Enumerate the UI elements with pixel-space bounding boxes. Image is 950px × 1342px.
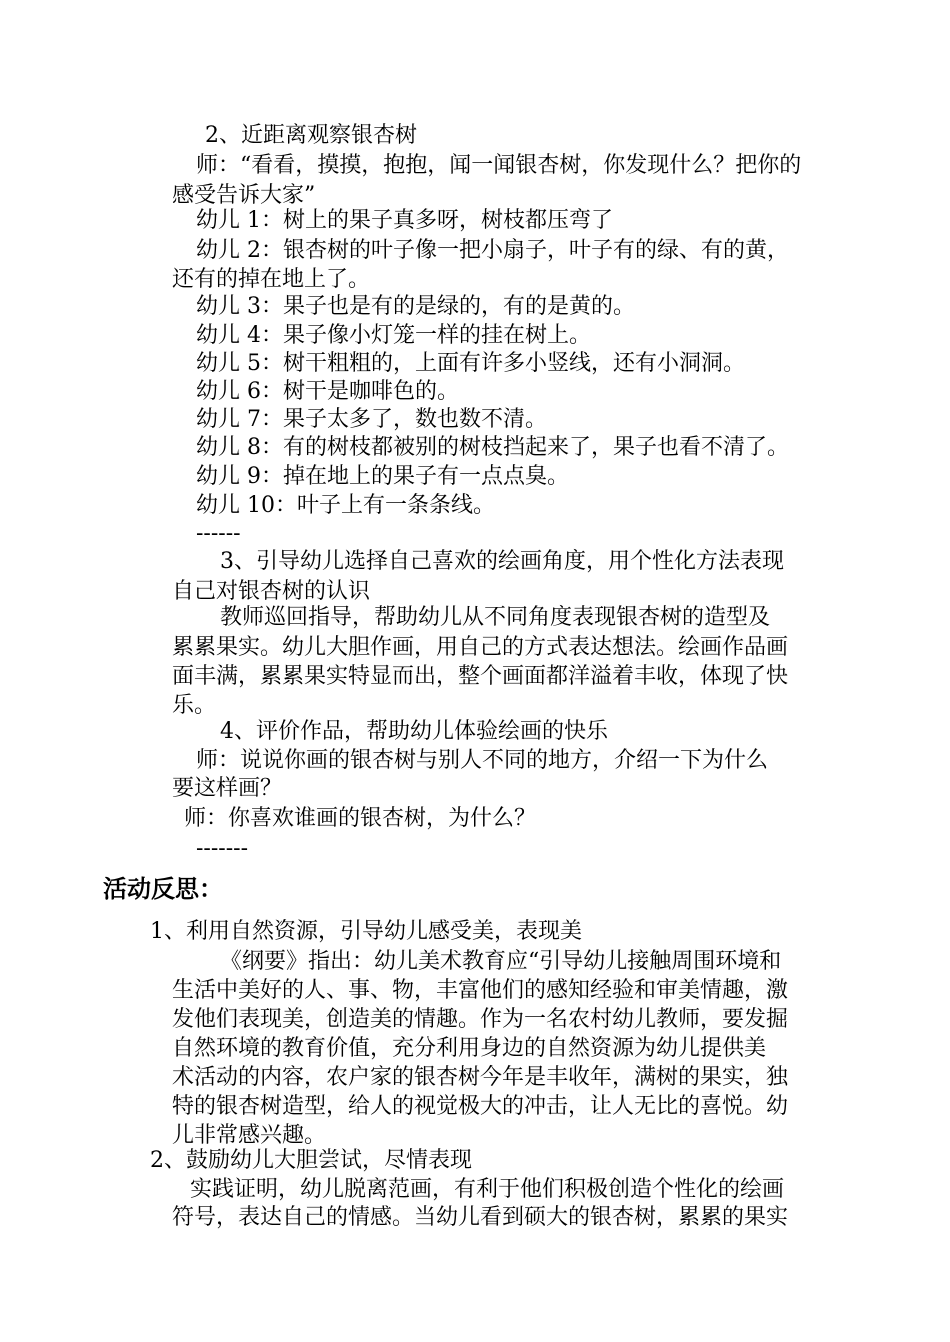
divider-dashes: ------	[196, 521, 241, 546]
teacher-prompt-line: 感受告诉大家”	[172, 183, 316, 208]
body-paragraph-line: 面丰满，累累果实特显而出，整个画面都洋溢着丰收，体现了快	[172, 664, 789, 689]
body-paragraph-line: 实践证明，幼儿脱离范画，有利于他们积极创造个性化的绘画	[190, 1177, 785, 1202]
child-response-line: 还有的掉在地上了。	[172, 267, 371, 292]
child-response-line: 幼儿 10：叶子上有一条条线。	[196, 493, 495, 518]
child-response-line: 幼儿 9：掉在地上的果子有一点点臭。	[196, 464, 569, 489]
child-response-line: 幼儿 1：树上的果子真多呀，树枝都压弯了	[196, 208, 613, 233]
step-2-heading: 2、近距离观察银杏树	[205, 123, 417, 148]
body-paragraph-line: 符号，表达自己的情感。当幼儿看到硕大的银杏树，累累的果实	[172, 1205, 789, 1230]
reflection-point-1-heading: 1、利用自然资源，引导幼儿感受美，表现美	[150, 919, 582, 944]
body-paragraph-line: 教师巡回指导，帮助幼儿从不同角度表现银杏树的造型及	[220, 605, 771, 630]
child-response-line: 幼儿 5：树干粗粗的，上面有许多小竖线，还有小洞洞。	[196, 351, 745, 376]
body-paragraph-line: 特的银杏树造型，给人的视觉极大的冲击，让人无比的喜悦。幼	[172, 1094, 789, 1119]
teacher-prompt-line: 师：“看看，摸摸，抱抱，闻一闻银杏树，你发现什么？把你的	[196, 153, 802, 178]
child-response-line: 幼儿 8：有的树枝都被别的树枝挡起来了，果子也看不清了。	[196, 435, 789, 460]
child-response-line: 幼儿 7：果子太多了，数也数不清。	[196, 407, 547, 432]
step-3-heading: 自己对银杏树的认识	[172, 579, 371, 604]
step-4-heading: 4、评价作品，帮助幼儿体验绘画的快乐	[220, 719, 608, 744]
step-3-heading: 3、引导幼儿选择自己喜欢的绘画角度，用个性化方法表现	[220, 549, 784, 574]
body-paragraph-line: 术活动的内容，农户家的银杏树今年是丰收年，满树的果实，独	[172, 1065, 789, 1090]
reflection-heading: 活动反思：	[103, 875, 223, 903]
body-paragraph-line: 《纲要》指出：幼儿美术教育应“引导幼儿接触周围环境和	[220, 949, 782, 974]
teacher-prompt-line: 要这样画？	[172, 776, 283, 801]
body-paragraph-line: 累累果实。幼儿大胆作画，用自己的方式表达想法。绘画作品画	[172, 635, 789, 660]
body-paragraph-line: 自然环境的教育价值，充分利用身边的自然资源为幼儿提供美	[172, 1036, 767, 1061]
child-response-line: 幼儿 4：果子像小灯笼一样的挂在树上。	[196, 323, 591, 348]
child-response-line: 幼儿 3：果子也是有的是绿的，有的是黄的。	[196, 294, 635, 319]
reflection-point-2-heading: 2、鼓励幼儿大胆尝试，尽情表现	[150, 1148, 472, 1173]
teacher-prompt-line: 师：说说你画的银杏树与别人不同的地方，介绍一下为什么	[196, 748, 769, 773]
child-response-line: 幼儿 2：银杏树的叶子像一把小扇子，叶子有的绿、有的黄，	[196, 238, 789, 263]
divider-dashes: -------	[196, 836, 249, 861]
teacher-prompt-line: 师：你喜欢谁画的银杏树，为什么？	[184, 806, 537, 831]
body-paragraph-line: 儿非常感兴趣。	[172, 1123, 327, 1148]
child-response-line: 幼儿 6：树干是咖啡色的。	[196, 379, 459, 404]
body-paragraph-line: 乐。	[172, 693, 217, 718]
body-paragraph-line: 生活中美好的人、事、物，丰富他们的感知经验和审美情趣，激	[172, 978, 789, 1003]
body-paragraph-line: 发他们表现美，创造美的情趣。作为一名农村幼儿教师，要发掘	[172, 1007, 789, 1032]
